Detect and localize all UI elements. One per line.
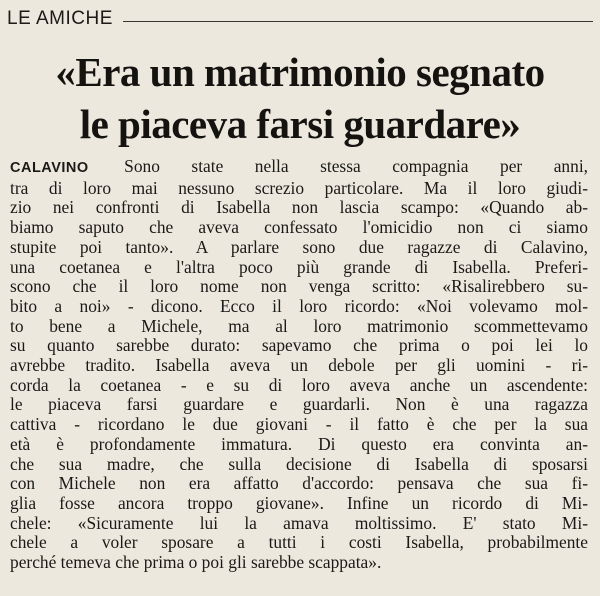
article-line: età è profondamente immatura. Di questo era convinta an- bbox=[10, 434, 588, 454]
section-header bbox=[7, 4, 593, 30]
article-line-text: Sono state nella stessa compagnia per anni, bbox=[124, 157, 588, 176]
article-line: perché temeva che prima o poi gli sarebbe scappata». bbox=[10, 553, 382, 573]
article-line: to bene a Michele, ma al loro matrimonio scommettevamo bbox=[10, 316, 588, 336]
section-rule bbox=[123, 21, 593, 22]
article-body bbox=[10, 157, 588, 573]
article-line: una coetanea e l'altra poco più grande di Isabella. Preferi- bbox=[10, 257, 588, 277]
article-line: tra di loro mai nessuno screzio particolare. Ma il loro giudi- bbox=[10, 178, 588, 198]
article-line: biamo saputo che aveva confessato l'omicidio non ci siamo bbox=[10, 218, 588, 238]
article-line: chele a voler sposare a tutti i costi Isabella, probabilmente bbox=[10, 533, 588, 553]
article-line: le piaceva farsi guardare e guardarli. Non è una ragazza bbox=[10, 395, 588, 415]
article-line: zio nei confronti di Isabella non lascia scampo: «Quando ab- bbox=[10, 198, 588, 218]
article-line: cattiva - ricordano le due giovani - il fatto è che per la sua bbox=[10, 415, 588, 435]
dateline: CALAVINO bbox=[10, 160, 89, 176]
article-line: scono che il loro nome non venga scritto: «Risalirebbero su- bbox=[10, 277, 588, 297]
headline bbox=[0, 46, 600, 150]
article-line: bito a noi» - dicono. Ecco il loro ricordo: «Noi volevamo mol- bbox=[10, 296, 588, 316]
article-line: glia fosse ancora troppo giovane». Infine un ricordo di Mi- bbox=[10, 493, 588, 513]
article-line: su quanto sarebbe durato: sapevamo che prima o poi lei lo bbox=[10, 336, 588, 356]
article-line bbox=[10, 157, 588, 179]
article-line: che sua madre, che sulla decisione di Isabella di sposarsi bbox=[10, 454, 588, 474]
headline-line-1: «Era un matrimonio segnato bbox=[55, 49, 545, 95]
article-line: corda la coetanea - e su di loro aveva anche un ascendente: bbox=[10, 375, 588, 395]
article-line: stupite poi tanto». A parlare sono due ragazze di Calavino, bbox=[10, 237, 588, 257]
article-line: chele: «Sicuramente lui la amava moltissimo. E' stato Mi- bbox=[10, 513, 588, 533]
article-line: con Michele non era affatto d'accordo: pensava che sua fi- bbox=[10, 474, 588, 494]
section-kicker: LE AMICHE bbox=[7, 8, 113, 29]
headline-line-2: le piaceva farsi guardare» bbox=[79, 101, 521, 147]
article-line: avrebbe tradito. Isabella aveva un debole per gli uomini - ri- bbox=[10, 356, 588, 376]
